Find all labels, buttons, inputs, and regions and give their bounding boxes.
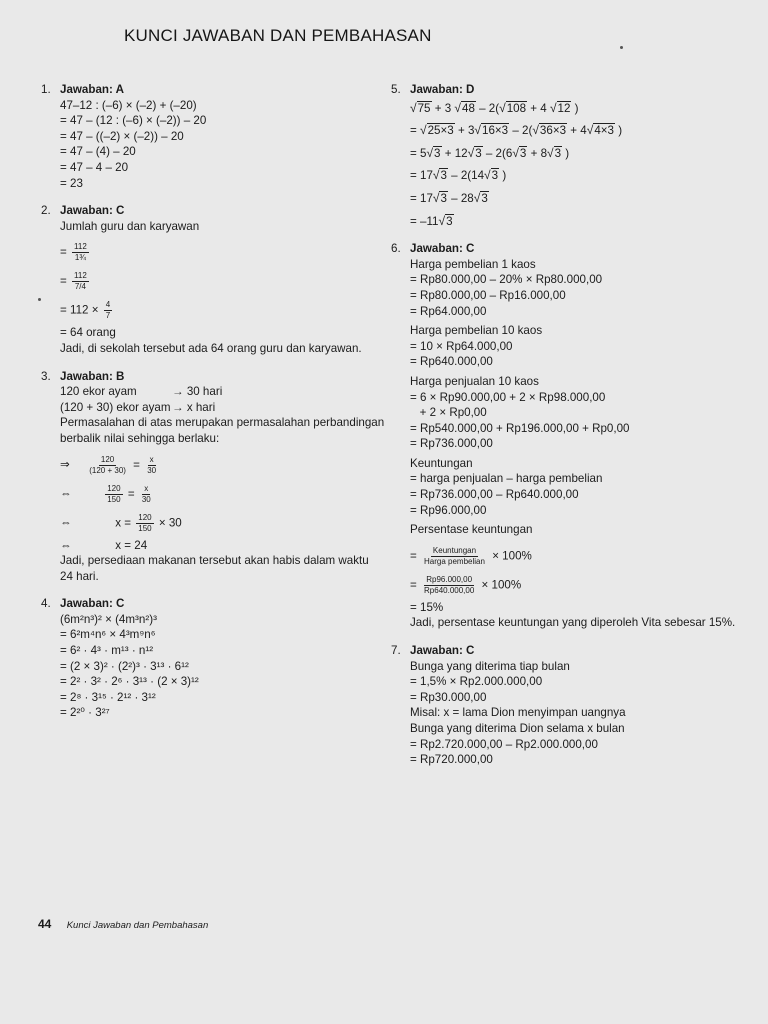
fraction-line	[60, 300, 378, 321]
radical: √4×3	[586, 123, 614, 138]
question-number: 3.	[41, 369, 51, 383]
expression-prefix: = 112 ×	[60, 303, 99, 317]
radical: √3	[473, 190, 488, 205]
solution-line: Harga penjualan 10 kaos	[410, 374, 539, 388]
denominator: 7	[105, 311, 111, 321]
right-column	[388, 82, 748, 780]
solution-line: Bunga yang diterima tiap bulan	[410, 659, 570, 673]
radical: √3	[432, 190, 447, 205]
numerator: 120	[100, 454, 115, 464]
radical: √36×3	[532, 123, 567, 138]
radical: √3	[547, 145, 562, 160]
question-6	[388, 241, 748, 631]
solution-line: = Rp736.000,00 – Rp640.000,00	[410, 488, 579, 502]
question-number: 2.	[41, 204, 51, 218]
expression-suffix: × 100%	[481, 578, 522, 592]
numerator: x	[144, 483, 149, 493]
iff-symbol: ⇔	[60, 538, 72, 552]
denominator: 1¾	[74, 253, 86, 263]
radical: √12	[549, 100, 571, 115]
question-4	[38, 596, 378, 721]
question-3	[38, 369, 385, 585]
radical: √25×3	[420, 123, 454, 138]
solution-line: Persentase keuntungan	[410, 523, 533, 537]
solution-line: = Rp96.000,00	[410, 503, 487, 517]
fraction	[145, 455, 158, 476]
expression-suffix: × 100%	[492, 549, 532, 563]
question-number: 7.	[391, 644, 401, 658]
equals-sign: =	[133, 458, 140, 472]
ratio-right: → x hari	[172, 400, 216, 414]
numerator: 112	[74, 271, 87, 281]
answer-label: Jawaban: C	[60, 597, 125, 611]
numerator: Keuntungan	[432, 545, 477, 555]
question-5	[388, 82, 748, 229]
equation-step	[60, 538, 378, 554]
answer-label: Jawaban: C	[60, 204, 125, 218]
iff-symbol: ⇔	[60, 487, 72, 501]
solution-line: = Rp64.000,00	[410, 304, 487, 318]
radical: √3	[432, 168, 447, 183]
page-number: 44	[38, 917, 52, 931]
result-line: = 64 orang	[60, 326, 116, 340]
radical: √75	[410, 100, 431, 115]
equation-step	[60, 513, 378, 534]
solution-line: = 47 – 4 – 20	[60, 160, 129, 174]
page-title: KUNCI JAWABAN DAN PEMBAHASAN	[124, 26, 432, 45]
solution-line: = 47 – (12 : (–6) × (–2)) – 20	[60, 114, 207, 128]
denominator: Rp640.000,00	[424, 585, 475, 595]
denominator: 30	[147, 465, 157, 475]
answer-label: Jawaban: D	[410, 83, 475, 96]
radical: √3	[438, 213, 453, 228]
radical: √16×3	[474, 123, 509, 138]
denominator: 30	[141, 494, 151, 504]
denominator: Harga pembelian	[424, 556, 485, 566]
answer-label: Jawaban: A	[60, 83, 124, 96]
expression-prefix: x =	[115, 516, 132, 530]
solution-line: = Rp80.000,00 – Rp16.000,00	[410, 288, 566, 302]
footer-text: Kunci Jawaban dan Pembahasan	[66, 920, 209, 931]
solution-line: = harga penjualan – harga pembelian	[410, 472, 603, 486]
solution-line: berbalik nilai sehingga berlaku:	[60, 431, 220, 445]
equation-step	[60, 455, 378, 476]
numerator: x	[149, 454, 154, 464]
denominator: (120 + 30)	[89, 465, 126, 475]
question-number: 5.	[391, 83, 401, 96]
fraction-line	[60, 242, 378, 263]
numerator: 112	[74, 242, 87, 252]
question-number: 6.	[391, 242, 401, 256]
conclusion: Jadi, persentase keuntungan yang diperoleh Vita sebesar 15%.	[410, 616, 736, 630]
result-line: = 15%	[410, 600, 444, 614]
solution-line: = Rp540.000,00 + Rp196.000,00 + Rp0,00	[410, 421, 630, 435]
left-column	[38, 82, 385, 733]
question-number: 4.	[41, 597, 51, 611]
fraction	[72, 242, 89, 263]
fraction	[140, 484, 153, 505]
solution-line: = Rp2.720.000,00 – Rp2.000.000,00	[410, 737, 598, 751]
solution-line: = 2⁸ · 3¹⁵ · 2¹² · 3¹²	[60, 690, 156, 704]
print-speck	[620, 46, 623, 49]
solution-line: = 1,5% × Rp2.000.000,00	[410, 675, 543, 689]
solution-line: = 6 × Rp90.000,00 + 2 × Rp98.000,00	[410, 390, 606, 404]
iff-symbol: ⇔	[60, 516, 72, 530]
answer-label: Jawaban: B	[60, 369, 125, 383]
expression-suffix: × 30	[158, 516, 182, 530]
answer-label: Jawaban: C	[410, 644, 475, 658]
ratio-right: → 30 hari	[172, 385, 223, 399]
radical: √3	[467, 145, 482, 160]
radical-line: = 17√3 – 28√3	[410, 190, 488, 205]
solution-line: Keuntungan	[410, 456, 473, 470]
solution-line: Misal: x = lama Dion menyimpan uangnya	[410, 706, 626, 720]
solution-line: = 2²⁰ · 3²⁷	[60, 706, 110, 720]
fraction-line	[410, 546, 748, 567]
fraction	[72, 271, 89, 292]
answer-label: Jawaban: C	[410, 242, 475, 256]
radical-line: √75 + 3 √48 – 2(√108 + 4 √12 )	[410, 100, 579, 115]
solution-line: (6m²n³)² × (4m³n²)³	[60, 612, 157, 626]
solution-line: = 10 × Rp64.000,00	[410, 339, 513, 353]
radical: √3	[426, 145, 441, 160]
ratio-left: 120 ekor ayam	[60, 385, 137, 399]
fraction	[104, 300, 112, 321]
numerator: 120	[138, 512, 152, 522]
solution-line: = Rp80.000,00 – 20% × Rp80.000,00	[410, 273, 603, 287]
fraction	[105, 484, 122, 505]
page-footer	[38, 917, 208, 931]
ratio-row	[60, 384, 378, 400]
solution-line: Harga pembelian 10 kaos	[410, 324, 543, 338]
radical: √48	[454, 100, 475, 115]
solution-line: 47–12 : (–6) × (–2) + (–20)	[60, 98, 197, 112]
denominator: 7/4	[74, 282, 86, 292]
solution-line: = 47 – (4) – 20	[60, 145, 136, 159]
result-text: x = 24	[115, 538, 148, 552]
equals-sign: =	[60, 274, 67, 288]
radical: √3	[512, 145, 527, 160]
conclusion: Jadi, di sekolah tersebut ada 64 orang guru dan karyawan.	[60, 341, 362, 355]
fraction	[422, 546, 487, 567]
solution-line: = Rp720.000,00	[410, 753, 493, 767]
radical-line: = √25×3 + 3√16×3 – 2(√36×3 + 4√4×3 )	[410, 123, 623, 138]
solution-line: = 23	[60, 176, 83, 190]
numerator: Rp96.000,00	[426, 574, 473, 584]
solution-line: + 2 × Rp0,00	[410, 406, 487, 420]
question-2	[38, 203, 378, 356]
ratio-left: (120 + 30) ekor ayam	[60, 400, 171, 414]
radical: √108	[499, 100, 527, 115]
radical: √3	[484, 168, 499, 183]
equals-sign: =	[410, 549, 417, 563]
question-1	[38, 82, 378, 191]
print-speck	[38, 298, 41, 301]
solution-line: = (2 × 3)² · (2²)³ · 3¹³ · 6¹²	[60, 659, 189, 673]
solution-line: = Rp640.000,00	[410, 355, 493, 369]
fraction-line	[410, 575, 748, 596]
solution-line: = 6²m⁴n⁶ × 4³m⁹n⁶	[60, 628, 156, 642]
ratio-row	[60, 400, 378, 416]
numerator: 120	[107, 483, 121, 493]
equals-sign: =	[410, 578, 417, 592]
denominator: 150	[107, 494, 121, 504]
solution-line: Jumlah guru dan karyawan	[60, 219, 200, 233]
conclusion: Jadi, persediaan makanan tersebut akan habis dalam waktu	[60, 554, 369, 568]
fraction	[422, 575, 476, 596]
radical-line: = 5√3 + 12√3 – 2(6√3 + 8√3 )	[410, 145, 570, 160]
implies-symbol: ⇒	[60, 458, 70, 472]
solution-line: Permasalahan di atas merupakan permasalahan perbandingan	[60, 416, 385, 430]
solution-line: = Rp736.000,00	[410, 437, 493, 451]
solution-line: = 6² · 4³ · m¹³ · n¹²	[60, 644, 154, 658]
equals-sign: =	[127, 487, 135, 501]
solution-line: = 2² · 3² · 2⁶ · 3¹³ · (2 × 3)¹²	[60, 675, 199, 689]
solution-line: Bunga yang diterima Dion selama x bulan	[410, 722, 625, 735]
numerator: 4	[105, 300, 111, 310]
solution-line: = Rp30.000,00	[410, 690, 487, 704]
solution-line: = 47 – ((–2) × (–2)) – 20	[60, 129, 184, 143]
equals-sign: =	[60, 245, 67, 259]
equation-step	[60, 484, 378, 505]
denominator: 150	[138, 523, 152, 533]
radical-line: = –11√3	[410, 213, 453, 228]
fraction	[136, 513, 153, 534]
radical-line: = 17√3 – 2(14√3 )	[410, 168, 507, 183]
solution-line: Harga pembelian 1 kaos	[410, 257, 536, 271]
fraction-line	[60, 271, 378, 292]
question-number: 1.	[41, 83, 51, 96]
question-7	[388, 643, 748, 768]
conclusion: 24 hari.	[60, 569, 99, 583]
fraction	[87, 455, 128, 476]
